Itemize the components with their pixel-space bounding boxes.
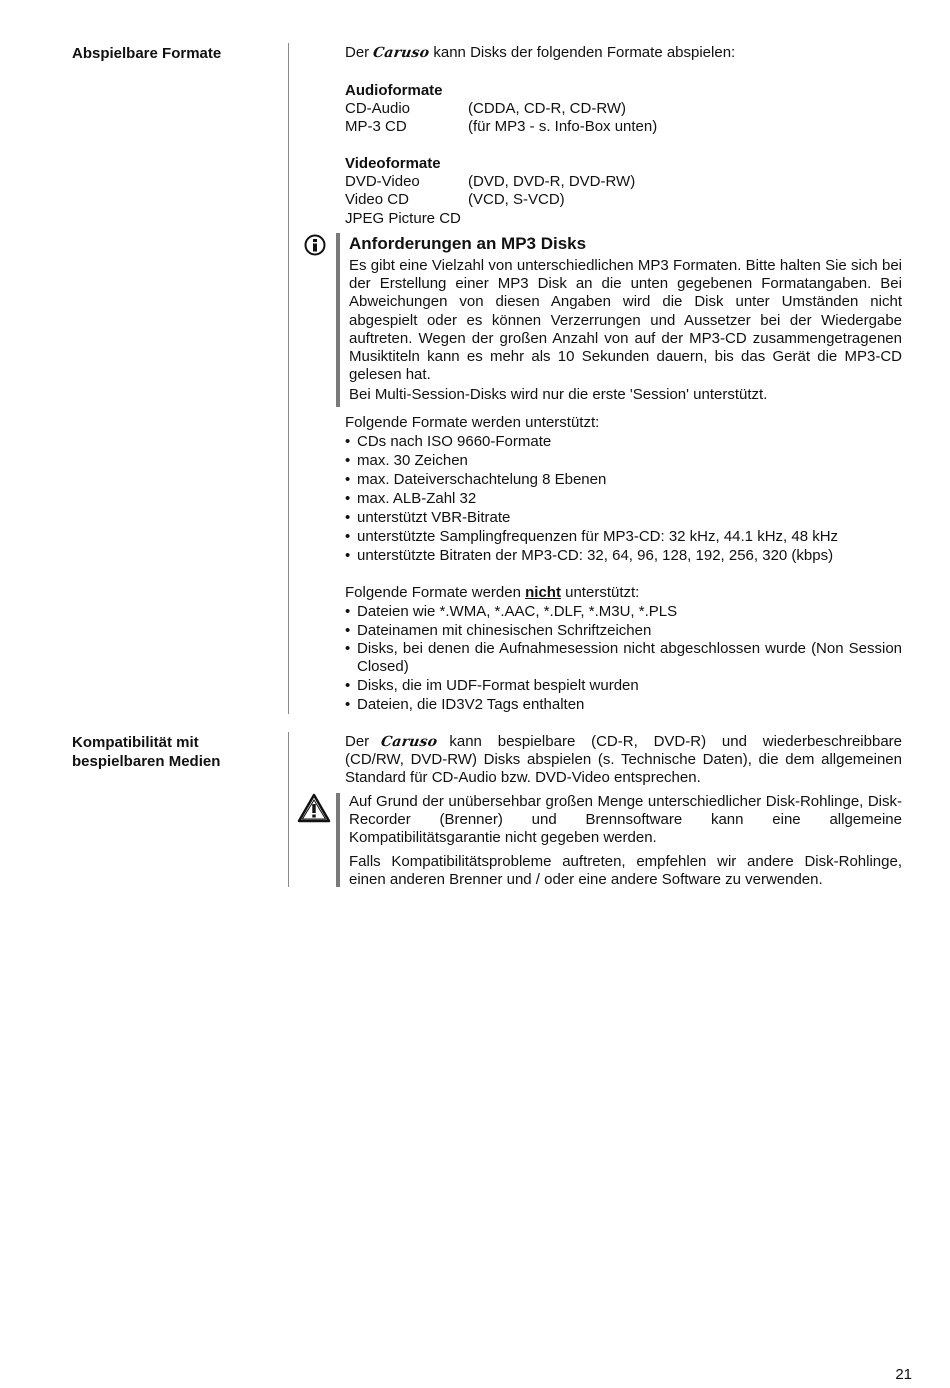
- vertical-divider: [288, 43, 289, 714]
- unsupported-list: [345, 602, 902, 714]
- format-row: [345, 118, 902, 136]
- supported-formats-block: [345, 413, 902, 565]
- infobox-side-bar: [336, 233, 340, 407]
- unsupported-intro-after: unterstützt:: [565, 584, 640, 601]
- unsupported-intro: [345, 583, 902, 602]
- warning-icon: [297, 793, 331, 823]
- brand-logo: Caruso: [380, 734, 439, 750]
- unsupported-formats-block: [345, 583, 902, 714]
- format-name: CD-Audio: [345, 100, 411, 118]
- list-item: • max. Dateiverschachtelung 8 Ebenen: [345, 470, 902, 489]
- section-title-line: bespielbaren Medien: [72, 753, 221, 770]
- list-item: • Dateien wie *.WMA, *.AAC, *.DLF, *.M3U, *.PLS: [345, 602, 902, 621]
- unsupported-intro-before: Folgende Formate werden: [345, 584, 521, 601]
- compat-text-before: Der: [345, 733, 370, 750]
- infobox-paragraph: Es gibt eine Vielzahl von unterschiedlichen MP3 Formaten. Bitte halten Sie sich bei der Erstellung einer MP3 Disk an die unten gegebenen Formatangaben. Bei Abweichungen von diesen Angaben wird die Disk unter Umständen nicht abgespielt oder es können Verzerrungen und Aussetzer bei der Wiedergabe auftreten. Wegen der großen Anzahl von auf der MP3-CD zusammengetragenen Musiktiteln kann es mehr als 10 Sekunden dauern, bis das Gerät die MP3-CD gelesen hat.: [349, 257, 902, 384]
- format-row: [345, 191, 902, 209]
- intro-text-before: Der: [345, 44, 370, 61]
- video-formats-block: [345, 155, 902, 228]
- format-name: Video CD: [345, 191, 409, 209]
- supported-intro: Folgende Formate werden unterstützt:: [345, 414, 600, 431]
- compatibility-paragraph: [345, 733, 902, 788]
- video-formats-heading: Videoformate: [345, 155, 441, 172]
- format-name: DVD-Video: [345, 173, 420, 191]
- audio-formats-heading: Audioformate: [345, 82, 443, 99]
- format-name: JPEG Picture CD: [345, 209, 461, 227]
- list-item: • Disks, die im UDF-Format bespielt wurden: [345, 676, 902, 695]
- vertical-divider: [288, 732, 289, 887]
- list-item: • Dateien, die ID3V2 Tags enthalten: [345, 695, 902, 714]
- list-item: • CDs nach ISO 9660-Formate: [345, 432, 902, 451]
- format-detail: (für MP3 - s. Info-Box unten): [468, 118, 658, 136]
- list-item: • Disks, bei denen die Aufnahmesession nicht abgeschlossen wurde (Non Session Closed): [345, 640, 902, 676]
- list-item: • unterstützte Bitraten der MP3-CD: 32, 64, 96, 128, 192, 256, 320 (kbps): [345, 546, 902, 565]
- supported-list: [345, 432, 902, 565]
- list-item: • max. 30 Zeichen: [345, 451, 902, 470]
- format-detail: (DVD, DVD-R, DVD-RW): [468, 173, 636, 191]
- list-item: • max. ALB-Zahl 32: [345, 489, 902, 508]
- compatibility-warnbox: [336, 793, 902, 887]
- intro-paragraph: [345, 44, 902, 62]
- warnbox-paragraph: Auf Grund der unübersehbar großen Menge unterschiedlicher Disk-Rohlinge, Disk-Recorder (Brenner) und Brennsoftware kann eine allgemeine Kompatibilitätsgarantie nicht gegeben werden.: [349, 793, 902, 847]
- audio-formats-block: [345, 82, 902, 137]
- format-row: [345, 100, 902, 118]
- format-name: MP-3 CD: [345, 118, 407, 136]
- section-title-recordable-media: [72, 733, 272, 771]
- unsupported-intro-emphasis: nicht: [525, 584, 561, 601]
- warnbox-paragraph: Falls Kompatibilitätsprobleme auftreten, empfehlen wir andere Disk-Rohlinge, einen anderen Brenner und / oder eine andere Software zu verwenden.: [349, 852, 902, 888]
- list-item: • Dateinamen mit chinesischen Schriftzeichen: [345, 621, 902, 640]
- warnbox-side-bar: [336, 793, 340, 887]
- section-title-line: Kompatibilität mit: [72, 734, 199, 751]
- format-row: [345, 210, 902, 228]
- format-detail: (CDDA, CD-R, CD-RW): [468, 100, 627, 118]
- mp3-requirements-infobox: [336, 233, 902, 407]
- brand-logo: Caruso: [372, 45, 431, 61]
- page-number: 21: [895, 1366, 912, 1383]
- info-icon: [304, 234, 326, 256]
- list-item: • unterstützt VBR-Bitrate: [345, 508, 902, 527]
- section-title-playable-formats: Abspielbare Formate: [72, 45, 222, 62]
- format-row: [345, 173, 902, 191]
- intro-text-after: kann Disks der folgenden Formate abspielen:: [433, 44, 736, 61]
- infobox-heading: Anforderungen an MP3 Disks: [349, 234, 587, 253]
- compat-text-after: kann bespielbare (CD-R, DVD-R) und wiederbeschreibbare (CD/RW, DVD-RW) Disks abspielen (s. Technische Daten), die dem allgemeinen Standard für CD-Audio bzw. DVD-Video entsprechen.: [345, 733, 902, 787]
- infobox-paragraph: Bei Multi-Session-Disks wird nur die erste 'Session' unterstützt.: [349, 386, 768, 404]
- format-detail: (VCD, S-VCD): [468, 191, 565, 209]
- list-item: • unterstützte Samplingfrequenzen für MP3-CD: 32 kHz, 44.1 kHz, 48 kHz: [345, 527, 902, 546]
